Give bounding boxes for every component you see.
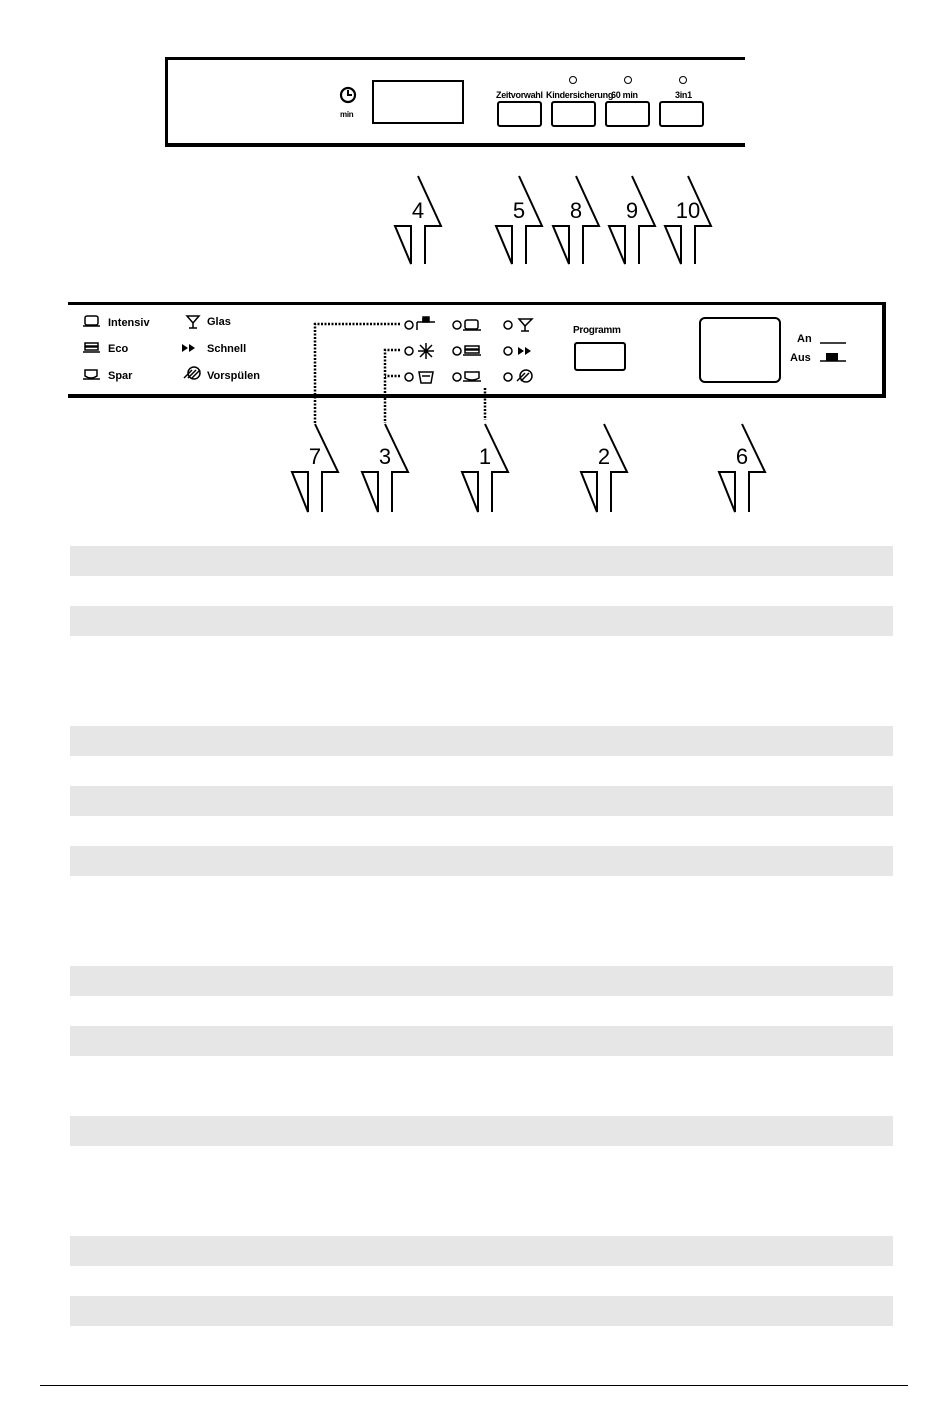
power-off-label: Aus <box>790 352 811 364</box>
legend-label-eco: Eco <box>108 343 129 355</box>
lower-callout-arrows <box>0 310 950 515</box>
top-callout-number: 8 <box>569 198 583 223</box>
kindersicherung-label: Kindersicherung <box>546 90 614 100</box>
3in1-label: 3in1 <box>675 90 692 100</box>
legend-label-vorspuelen: Vorspülen <box>207 370 260 382</box>
legend-label-glas: Glas <box>207 316 231 328</box>
top-callout-number: 9 <box>625 198 639 223</box>
60min-led <box>624 76 632 84</box>
time-display <box>372 80 464 124</box>
3in1-led <box>679 76 687 84</box>
zeitvorwahl-label: Zeitvorwahl <box>496 90 543 100</box>
60min-label: 60 min <box>611 90 638 100</box>
kindersicherung-button[interactable] <box>551 101 596 127</box>
upper-callout-arrows <box>0 170 950 270</box>
legend-label-spar: Spar <box>108 370 133 382</box>
kindersicherung-led <box>569 76 577 84</box>
top-callout-number: 10 <box>675 198 701 223</box>
footer-rule <box>40 1385 908 1386</box>
zeitvorwahl-button[interactable] <box>497 101 542 127</box>
program-button-label: Programm <box>573 325 621 336</box>
bottom-callout-number: 1 <box>478 444 492 469</box>
bottom-callout-number: 3 <box>378 444 392 469</box>
top-callout-number: 4 <box>411 198 425 223</box>
timer-clock-icon <box>335 85 361 107</box>
timer-unit-label: min <box>340 110 354 119</box>
power-on-label: An <box>797 333 812 345</box>
top-callout-number: 5 <box>512 198 526 223</box>
3in1-button[interactable] <box>659 101 704 127</box>
bottom-callout-number: 6 <box>735 444 749 469</box>
bottom-callout-number: 7 <box>308 444 322 469</box>
legend-label-intensiv: Intensiv <box>108 317 150 329</box>
bottom-callout-number: 2 <box>597 444 611 469</box>
legend-label-schnell: Schnell <box>207 343 247 355</box>
60min-button[interactable] <box>605 101 650 127</box>
